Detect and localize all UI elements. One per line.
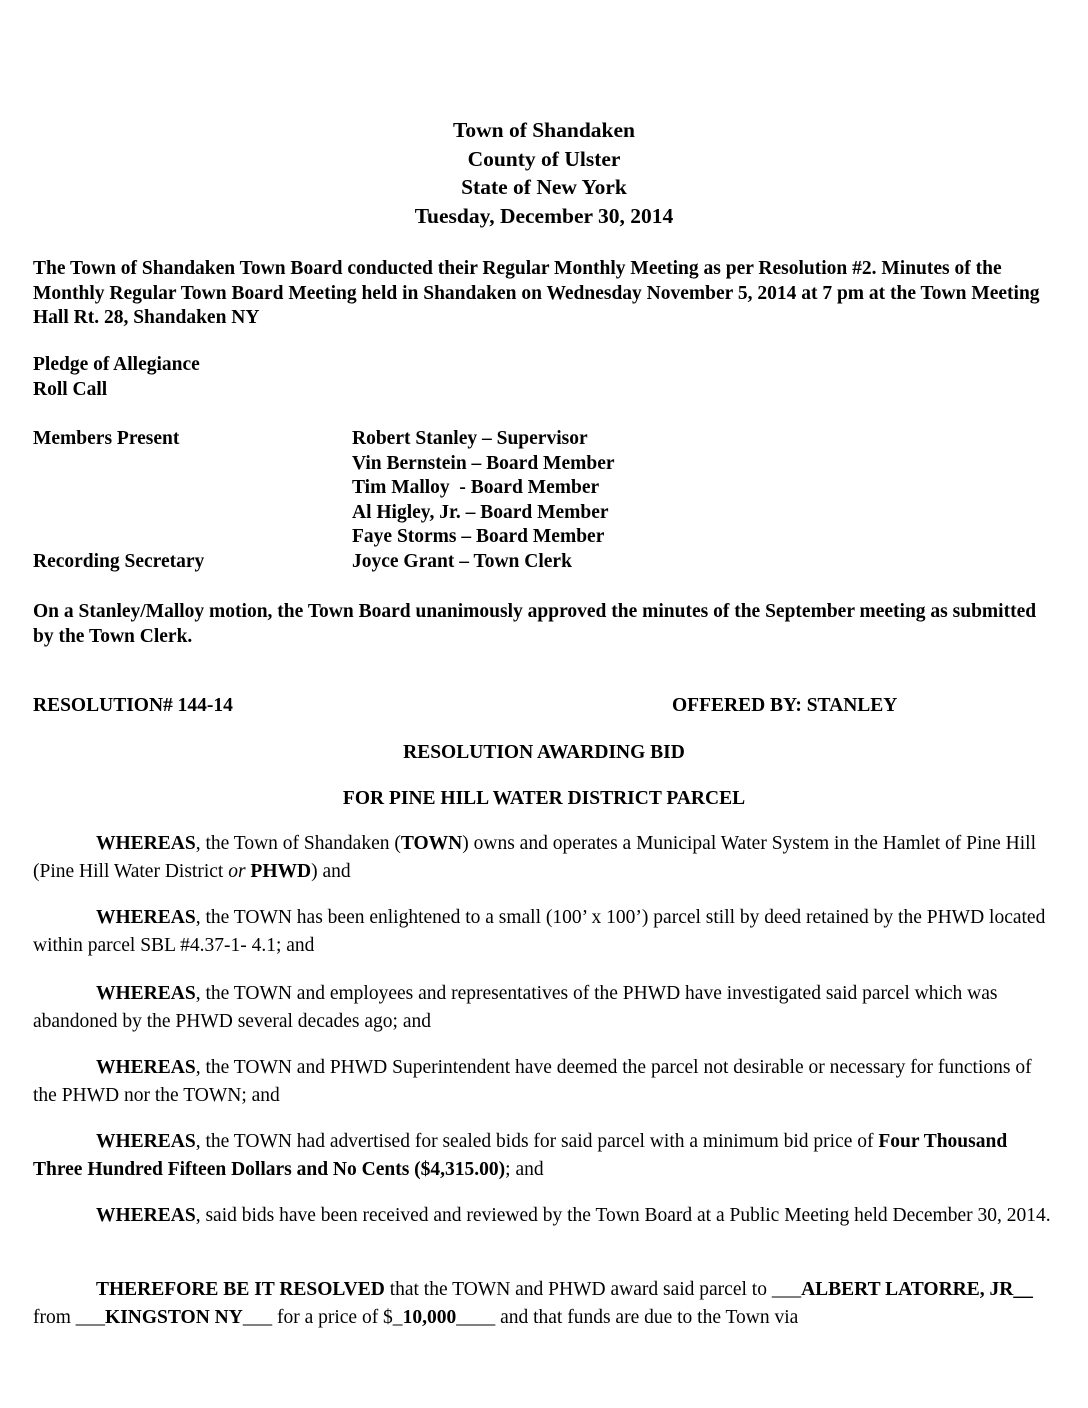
header-date: Tuesday, December 30, 2014 (414, 204, 674, 228)
award-price: 10,000 (402, 1307, 457, 1328)
bold-term: TOWN (400, 833, 463, 854)
paragraph-text: ___ for a price of $_ (242, 1307, 403, 1328)
whereas-paragraph-1 (33, 830, 1055, 886)
whereas-keyword: WHEREAS (96, 907, 196, 928)
resolution-subtitle: FOR PINE HILL WATER DISTRICT PARCEL (342, 788, 746, 809)
resolution-offered-by: OFFERED BY: STANLEY (672, 695, 898, 716)
paragraph-text: ) owns and operates a Municipal Water System in the Hamlet of Pine Hill (Pine Hill Water District (33, 833, 1037, 882)
paragraph-text: , the Town of Shandaken ( (195, 833, 401, 854)
paragraph-text: , the TOWN had advertised for sealed bids for said parcel with a minimum bid price of (195, 1131, 879, 1152)
minimum-bid-amount: Four Thousand Three Hundred Fifteen Dollars and No Cents ($4,315.00) (33, 1131, 1008, 1180)
roll-call: Roll Call (33, 379, 108, 400)
paragraph-text: ) and (311, 861, 351, 882)
awardee-location: KINGSTON NY (105, 1307, 243, 1328)
members-present-label: Members Present (33, 428, 180, 449)
paragraph-text: , said bids have been received and reviewed by the Town Board at a Public Meeting held December 30, 2014. (195, 1205, 1051, 1226)
paragraph-text: ____ and that funds are due to the Town via (456, 1307, 799, 1328)
paragraph-text: ; and (505, 1159, 544, 1180)
whereas-keyword: WHEREAS (96, 1131, 196, 1152)
whereas-paragraph-5 (33, 1128, 1055, 1184)
intro-paragraph: The Town of Shandaken Town Board conducted their Regular Monthly Meeting as per Resolution #2. Minutes of the Monthly Regular Town Board Meeting held in Shandaken on Wednesday November 5, 2014 at 7 pm at the Town Meeting Hall Rt. 28, Shandaken NY (33, 258, 1040, 328)
whereas-paragraph-2 (33, 904, 1055, 960)
recording-secretary-name: Joyce Grant – Town Clerk (352, 551, 572, 572)
resolution-title: RESOLUTION AWARDING BID (403, 742, 685, 763)
resolution-number: RESOLUTION# 144-14 (33, 695, 233, 716)
motion-paragraph: On a Stanley/Malloy motion, the Town Board unanimously approved the minutes of the September meeting as submitted by the Town Clerk. (33, 601, 1037, 647)
italic-term: or (228, 861, 246, 882)
paragraph-text: , the TOWN has been enlightened to a small (100’ x 100’) parcel still by deed retained by the PHWD located within parcel SBL #4.37-1- 4.1; and (33, 907, 1046, 956)
member-item: Vin Bernstein – Board Member (352, 453, 615, 474)
member-item: Robert Stanley – Supervisor (352, 428, 588, 449)
whereas-paragraph-3 (33, 980, 1055, 1036)
member-item: Tim Malloy - Board Member (352, 477, 600, 498)
pledge-of-allegiance: Pledge of Allegiance (33, 354, 200, 375)
member-item: Al Higley, Jr. – Board Member (352, 502, 609, 523)
header-town: Town of Shandaken (452, 118, 636, 142)
whereas-paragraph-6 (33, 1202, 1055, 1230)
paragraph-text: that the TOWN and PHWD award said parcel to ___ (384, 1279, 802, 1300)
whereas-paragraph-4 (33, 1054, 1055, 1110)
whereas-keyword: WHEREAS (96, 1205, 196, 1226)
header-state: State of New York (461, 175, 627, 199)
header-county: County of Ulster (467, 147, 621, 171)
whereas-keyword: WHEREAS (96, 983, 196, 1004)
paragraph-text: , the TOWN and employees and representatives of the PHWD have investigated said parcel which was abandoned by the PHWD several decades ago; and (33, 983, 998, 1032)
member-item: Faye Storms – Board Member (352, 526, 605, 547)
paragraph-text: , the TOWN and PHWD Superintendent have deemed the parcel not desirable or necessary for functions of the PHWD nor the TOWN; and (33, 1057, 1032, 1106)
awardee-name: ALBERT LATORRE, JR__ (801, 1279, 1033, 1300)
recording-secretary-label: Recording Secretary (33, 551, 205, 572)
therefore-paragraph (33, 1276, 1055, 1332)
paragraph-text: from ___ (33, 1307, 106, 1328)
whereas-keyword: WHEREAS (96, 833, 196, 854)
therefore-keyword: THEREFORE BE IT RESOLVED (96, 1279, 385, 1300)
bold-term: PHWD (250, 861, 312, 882)
whereas-keyword: WHEREAS (96, 1057, 196, 1078)
